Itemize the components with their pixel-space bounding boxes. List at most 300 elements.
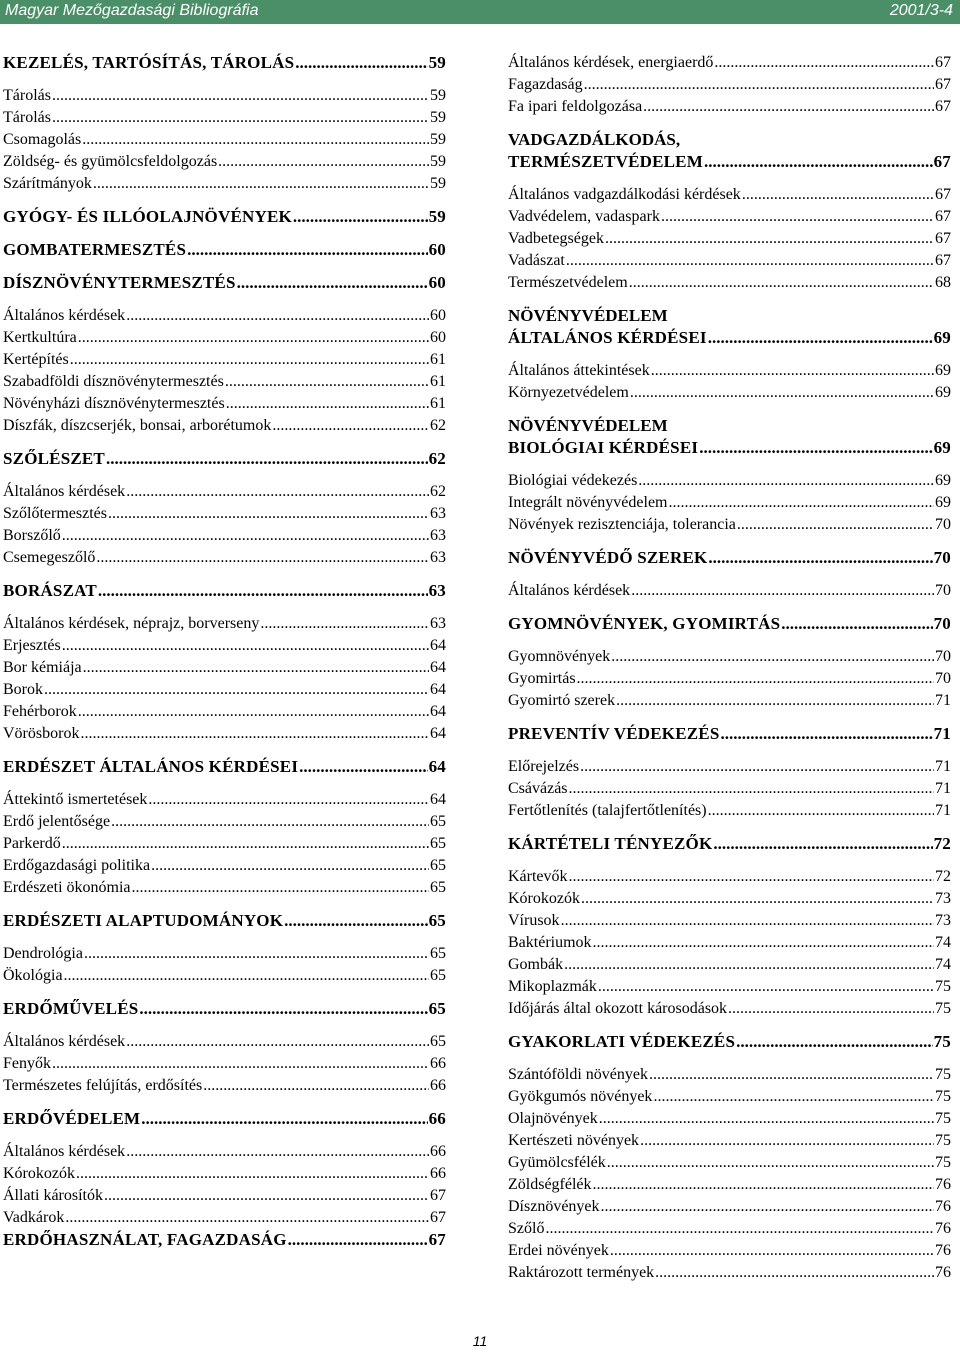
toc-entry	[508, 668, 951, 690]
dot-leader	[655, 1262, 934, 1284]
toc-entry-label: Kórokozók	[508, 890, 580, 907]
toc-entry-page: 75	[935, 1110, 951, 1127]
dot-leader	[151, 855, 429, 877]
toc-entry-label: SZŐLÉSZET	[3, 449, 105, 468]
dot-leader	[80, 723, 429, 745]
toc-entry	[3, 305, 446, 327]
toc-entry-page: 71	[933, 724, 951, 743]
journal-title: Magyar Mezőgazdasági Bibliográfia	[5, 2, 259, 19]
toc-entry-page: 62	[430, 483, 446, 500]
toc-entry-page: 67	[935, 186, 951, 203]
toc-entry-page: 75	[935, 1000, 951, 1017]
dot-leader	[203, 1075, 429, 1097]
toc-entry-label: Erjesztés	[3, 637, 61, 654]
toc-entry-label: Parkerdő	[3, 835, 61, 852]
toc-entry-page: 64	[430, 681, 446, 698]
dot-leader	[52, 85, 429, 107]
toc-entry	[3, 206, 446, 228]
toc-entry-label: Vadbetegségek	[508, 230, 604, 247]
dot-leader	[62, 635, 429, 657]
page-number: 11	[472, 1333, 488, 1349]
toc-entry-label: Növényházi dísznövénytermesztés	[3, 395, 225, 412]
dot-leader	[293, 206, 428, 228]
dot-leader	[104, 1185, 429, 1207]
running-header	[0, 0, 960, 24]
toc-entry	[3, 965, 446, 987]
toc-entry-page: 61	[430, 395, 446, 412]
dot-leader	[631, 580, 934, 602]
toc-entry	[508, 74, 951, 96]
toc-entry-label: Erdészeti ökonómia	[3, 879, 131, 896]
toc-entry-page: 75	[933, 1032, 951, 1051]
toc-entry	[3, 635, 446, 657]
toc-entry	[3, 855, 446, 877]
toc-entry-label: Általános kérdések	[3, 483, 126, 500]
toc-entry-page: 64	[430, 725, 446, 742]
dot-leader	[148, 789, 429, 811]
dot-leader	[126, 481, 429, 503]
toc-entry-page: 66	[430, 1077, 446, 1094]
toc-entry	[3, 151, 446, 173]
toc-entry-page: 59	[430, 109, 446, 126]
toc-entry-page: 74	[935, 934, 951, 951]
toc-entry-label: Dendrológia	[3, 945, 83, 962]
toc-entry	[508, 1108, 951, 1130]
dot-leader	[708, 800, 934, 822]
toc-entry	[3, 657, 446, 679]
dot-leader	[226, 393, 429, 415]
toc-entry-page: 63	[430, 549, 446, 566]
toc-entry-label: Gyomirtás	[508, 670, 576, 687]
toc-entry-label: Ökológia	[3, 967, 63, 984]
dot-leader	[699, 437, 932, 459]
dot-leader	[708, 547, 932, 569]
toc-left-column	[3, 52, 446, 1251]
toc-entry-label: Erdei növények	[508, 1242, 609, 1259]
toc-entry-label: Fenyők	[3, 1055, 51, 1072]
dot-leader	[610, 1240, 934, 1262]
toc-entry-label: Fa ipari feldolgozása	[508, 98, 643, 115]
toc-entry-label: Gyomnövények	[508, 648, 611, 665]
toc-entry-page: 65	[428, 911, 446, 930]
dot-leader	[611, 646, 934, 668]
dot-leader	[295, 52, 427, 74]
toc-entry-label: NÖVÉNYVÉDŐ SZEREK	[508, 548, 708, 567]
toc-entry-page: 74	[935, 956, 951, 973]
dot-leader	[581, 888, 934, 910]
toc-entry-label: Szőlő	[508, 1220, 545, 1237]
toc-entry-page: 63	[430, 527, 446, 544]
toc-entry-page: 64	[428, 757, 446, 776]
toc-entry	[508, 52, 951, 74]
toc-entry-page: 66	[430, 1143, 446, 1160]
toc-entry-page: 67	[935, 208, 951, 225]
toc-entry-label: Dísznövények	[508, 1198, 600, 1215]
toc-entry-label: Gyomirtó szerek	[508, 692, 616, 709]
toc-entry	[508, 514, 951, 536]
toc-entry-label: ERDÉSZETI ALAPTUDOMÁNYOK	[3, 911, 284, 930]
dot-leader	[76, 1163, 429, 1185]
toc-entry	[3, 811, 446, 833]
toc-entry-label: ÁLTALÁNOS KÉRDÉSEI	[508, 328, 707, 347]
toc-entry-label: Baktériumok	[508, 934, 592, 951]
dot-leader	[299, 756, 427, 778]
toc-entry-label: Állati károsítók	[3, 1187, 103, 1204]
toc-entry	[3, 1075, 446, 1097]
dot-leader	[237, 272, 428, 294]
toc-entry	[508, 756, 951, 778]
toc-entry-page: 63	[430, 615, 446, 632]
toc-heading-line1: NÖVÉNYVÉDELEM	[508, 416, 668, 435]
toc-entry-label: Integrált növényvédelem	[508, 494, 668, 511]
toc-entry-page: 72	[933, 834, 951, 853]
toc-entry-page: 59	[430, 153, 446, 170]
toc-entry-page: 64	[430, 791, 446, 808]
toc-entry-label: BIOLÓGIAI KÉRDÉSEI	[508, 438, 699, 457]
toc-entry-page: 69	[933, 328, 951, 347]
toc-entry-page: 64	[430, 703, 446, 720]
toc-entry	[3, 1053, 446, 1075]
toc-entry-label: Általános kérdések, néprajz, borverseny	[3, 615, 260, 632]
toc-entry	[508, 1031, 951, 1053]
toc-entry	[508, 998, 951, 1020]
toc-right-column	[508, 52, 951, 1284]
toc-entry-label: Fertőtlenítés (talajfertőtlenítés)	[508, 802, 707, 819]
dot-leader	[93, 173, 429, 195]
toc-entry-label: DÍSZNÖVÉNYTERMESZTÉS	[3, 273, 236, 292]
toc-entry-label: Általános kérdések	[3, 1033, 126, 1050]
toc-entry-label: Gyümölcsfélék	[508, 1154, 606, 1171]
toc-entry-label: Általános kérdések	[3, 307, 126, 324]
toc-entry	[508, 327, 951, 349]
toc-entry-label: Gyökgumós növények	[508, 1088, 653, 1105]
toc-entry	[508, 1240, 951, 1262]
toc-entry-page: 75	[935, 1132, 951, 1149]
dot-leader	[598, 976, 934, 998]
dot-leader	[566, 250, 934, 272]
dot-leader	[577, 668, 934, 690]
toc-entry-page: 70	[935, 670, 951, 687]
toc-entry-label: Kertépítés	[3, 351, 69, 368]
toc-entry-page: 70	[933, 548, 951, 567]
toc-entry	[3, 415, 446, 437]
dot-leader	[669, 492, 935, 514]
toc-entry-page: 73	[935, 912, 951, 929]
toc-entry-label: Raktározott termények	[508, 1264, 655, 1281]
toc-entry	[508, 492, 951, 514]
toc-section-heading	[508, 129, 951, 173]
toc-entry	[3, 448, 446, 470]
dot-leader	[139, 998, 427, 1020]
dot-leader	[52, 1053, 429, 1075]
dot-leader	[64, 965, 429, 987]
toc-entry	[3, 613, 446, 635]
toc-entry-page: 76	[935, 1242, 951, 1259]
toc-entry	[508, 272, 951, 294]
toc-entry-label: Erdő jelentősége	[3, 813, 111, 830]
dot-leader	[728, 998, 934, 1020]
toc-entry	[508, 1064, 951, 1086]
toc-entry-page: 60	[430, 329, 446, 346]
dot-leader	[187, 239, 427, 261]
toc-entry-page: 69	[935, 494, 951, 511]
toc-entry-label: Természetes felújítás, erdősítés	[3, 1077, 203, 1094]
toc-entry	[3, 1185, 446, 1207]
toc-entry-label: GYOMNÖVÉNYEK, GYOMIRTÁS	[508, 614, 781, 633]
toc-entry	[508, 547, 951, 569]
dot-leader	[736, 1031, 932, 1053]
toc-entry	[508, 437, 951, 459]
toc-entry-page: 71	[935, 780, 951, 797]
toc-entry-page: 67	[935, 54, 951, 71]
toc-entry-page: 65	[428, 999, 446, 1018]
toc-entry-label: Zöldség- és gyümölcsfeldolgozás	[3, 153, 218, 170]
toc-entry	[508, 228, 951, 250]
toc-entry-page: 72	[935, 868, 951, 885]
toc-entry-page: 65	[430, 1033, 446, 1050]
dot-leader	[653, 1086, 934, 1108]
toc-entry-label: Csávázás	[508, 780, 568, 797]
toc-entry-label: Általános kérdések, energiaerdő	[508, 54, 714, 71]
dot-leader	[593, 932, 934, 954]
toc-section-heading	[508, 415, 951, 459]
toc-entry-label: KEZELÉS, TARTÓSÍTÁS, TÁROLÁS	[3, 53, 295, 72]
dot-leader	[83, 657, 429, 679]
toc-entry-page: 73	[935, 890, 951, 907]
dot-leader	[704, 151, 933, 173]
toc-entry-page: 76	[935, 1176, 951, 1193]
toc-heading-line1: NÖVÉNYVÉDELEM	[508, 306, 668, 325]
dot-leader	[714, 52, 934, 74]
toc-entry	[3, 1108, 446, 1130]
toc-entry-page: 69	[935, 384, 951, 401]
dot-leader	[713, 833, 932, 855]
toc-entry-label: Kertkultúra	[3, 329, 77, 346]
toc-entry	[508, 1130, 951, 1152]
toc-entry-label: Olajnövények	[508, 1110, 598, 1127]
toc-entry-label: Gombák	[508, 956, 564, 973]
toc-entry-label: Fagazdaság	[508, 76, 583, 93]
toc-entry-label: Csomagolás	[3, 131, 82, 148]
toc-entry-page: 64	[430, 659, 446, 676]
toc-entry	[3, 756, 446, 778]
toc-entry-page: 66	[428, 1109, 446, 1128]
toc-entry-page: 61	[430, 351, 446, 368]
toc-entry-label: Borszőlő	[3, 527, 61, 544]
toc-entry-page: 75	[935, 978, 951, 995]
toc-entry-page: 67	[430, 1209, 446, 1226]
toc-entry-page: 68	[935, 274, 951, 291]
toc-entry-label: GYAKORLATI VÉDEKEZÉS	[508, 1032, 736, 1051]
dot-leader	[141, 1108, 427, 1130]
dot-leader	[638, 470, 934, 492]
toc-entry	[3, 943, 446, 965]
dot-leader	[569, 866, 934, 888]
toc-entry-page: 62	[428, 449, 446, 468]
toc-entry-page: 75	[935, 1154, 951, 1171]
toc-entry	[508, 976, 951, 998]
toc-entry	[508, 96, 951, 118]
dot-leader	[284, 910, 427, 932]
toc-entry	[508, 184, 951, 206]
toc-entry-page: 64	[430, 637, 446, 654]
toc-entry	[508, 888, 951, 910]
toc-entry	[3, 1141, 446, 1163]
toc-entry-page: 65	[430, 879, 446, 896]
toc-entry-label: Szántóföldi növények	[508, 1066, 648, 1083]
dot-leader	[643, 96, 934, 118]
dot-leader	[651, 360, 934, 382]
dot-leader	[84, 943, 429, 965]
toc-entry	[508, 580, 951, 602]
dot-leader	[601, 1196, 934, 1218]
toc-entry	[3, 503, 446, 525]
dot-leader	[580, 756, 934, 778]
toc-entry-page: 66	[430, 1165, 446, 1182]
toc-entry	[508, 690, 951, 712]
toc-entry-page: 76	[935, 1220, 951, 1237]
toc-entry	[3, 580, 446, 602]
toc-entry-page: 59	[428, 53, 446, 72]
toc-entry-label: Borok	[3, 681, 43, 698]
toc-entry-label: Időjárás által okozott károsodások	[508, 1000, 728, 1017]
dot-leader	[640, 1130, 934, 1152]
dot-leader	[661, 206, 934, 228]
toc-entry	[508, 932, 951, 954]
toc-entry	[3, 239, 446, 261]
toc-entry	[508, 954, 951, 976]
dot-leader	[649, 1064, 934, 1086]
toc-section-heading	[508, 305, 951, 349]
toc-entry	[508, 250, 951, 272]
toc-entry-label: Tárolás	[3, 87, 51, 104]
dot-leader	[44, 679, 429, 701]
toc-entry	[3, 998, 446, 1020]
toc-entry	[3, 877, 446, 899]
toc-entry-page: 69	[935, 472, 951, 489]
toc-entry-page: 70	[935, 516, 951, 533]
toc-entry	[3, 1031, 446, 1053]
dot-leader	[78, 327, 429, 349]
toc-entry	[3, 1207, 446, 1229]
toc-entry-page: 59	[430, 131, 446, 148]
toc-entry	[3, 481, 446, 503]
toc-entry-label: Kártevők	[508, 868, 568, 885]
dot-leader	[98, 580, 428, 602]
toc-entry	[508, 1174, 951, 1196]
dot-leader	[781, 613, 932, 635]
toc-entry-page: 66	[430, 1055, 446, 1072]
toc-entry	[508, 1262, 951, 1284]
dot-leader	[630, 382, 934, 404]
toc-entry-label: Általános kérdések	[3, 1143, 126, 1160]
toc-entry	[508, 800, 951, 822]
dot-leader	[272, 415, 429, 437]
dot-leader	[569, 778, 934, 800]
toc-entry-page: 71	[935, 692, 951, 709]
toc-entry-label: ERDÉSZET ÁLTALÁNOS KÉRDÉSEI	[3, 757, 299, 776]
toc-entry	[508, 866, 951, 888]
dot-leader	[721, 723, 933, 745]
toc-entry	[3, 85, 446, 107]
toc-entry-page: 75	[935, 1066, 951, 1083]
toc-entry-label: Erdőgazdasági politika	[3, 857, 151, 874]
dot-leader	[62, 833, 429, 855]
dot-leader	[108, 503, 429, 525]
toc-entry-page: 67	[428, 1230, 446, 1249]
toc-entry	[3, 833, 446, 855]
toc-entry-page: 59	[428, 207, 446, 226]
toc-entry	[3, 52, 446, 74]
toc-entry	[3, 272, 446, 294]
toc-entry-label: Vadkárok	[3, 1209, 65, 1226]
dot-leader	[126, 1031, 429, 1053]
toc-entry	[508, 1196, 951, 1218]
toc-entry	[508, 360, 951, 382]
toc-entry	[508, 613, 951, 635]
dot-leader	[737, 514, 934, 536]
toc-entry-label: Vírusok	[508, 912, 560, 929]
dot-leader	[70, 349, 429, 371]
dot-leader	[564, 954, 934, 976]
toc-entry-page: 71	[935, 802, 951, 819]
toc-entry-label: ERDŐMŰVELÉS	[3, 999, 139, 1018]
toc-entry-page: 65	[430, 857, 446, 874]
dot-leader	[78, 701, 429, 723]
toc-entry-page: 67	[935, 252, 951, 269]
toc-entry-label: Csemegeszőlő	[3, 549, 96, 566]
dot-leader	[545, 1218, 934, 1240]
dot-leader	[82, 129, 429, 151]
toc-entry-page: 65	[430, 967, 446, 984]
toc-entry	[508, 910, 951, 932]
dot-leader	[629, 272, 934, 294]
toc-entry-page: 69	[933, 438, 951, 457]
toc-entry-label: Bor kémiája	[3, 659, 82, 676]
toc-entry-page: 70	[935, 648, 951, 665]
toc-entry-label: Szabadföldi dísznövénytermesztés	[3, 373, 224, 390]
toc-entry	[508, 1218, 951, 1240]
toc-entry-page: 61	[430, 373, 446, 390]
toc-entry	[508, 382, 951, 404]
toc-entry	[508, 1152, 951, 1174]
dot-leader	[126, 1141, 429, 1163]
toc-entry	[508, 723, 951, 745]
toc-entry-label: Környezetvédelem	[508, 384, 629, 401]
toc-entry	[3, 393, 446, 415]
dot-leader	[599, 1108, 934, 1130]
toc-entry	[508, 646, 951, 668]
toc-entry-label: Növények rezisztenciája, tolerancia	[508, 516, 736, 533]
toc-entry-page: 65	[430, 813, 446, 830]
toc-entry-page: 60	[430, 307, 446, 324]
dot-leader	[132, 877, 429, 899]
toc-entry-label: Vadászat	[508, 252, 565, 269]
toc-entry-page: 59	[430, 87, 446, 104]
toc-entry	[508, 151, 951, 173]
toc-entry-label: Fehérborok	[3, 703, 77, 720]
toc-entry-label: Kórokozók	[3, 1165, 75, 1182]
toc-entry	[3, 173, 446, 195]
toc-entry-label: BORÁSZAT	[3, 581, 97, 600]
toc-entry	[3, 107, 446, 129]
toc-entry-label: Zöldségfélék	[508, 1176, 592, 1193]
toc-entry-page: 59	[430, 175, 446, 192]
dot-leader	[742, 184, 934, 206]
toc-entry	[3, 679, 446, 701]
toc-entry	[508, 833, 951, 855]
dot-leader	[708, 327, 933, 349]
